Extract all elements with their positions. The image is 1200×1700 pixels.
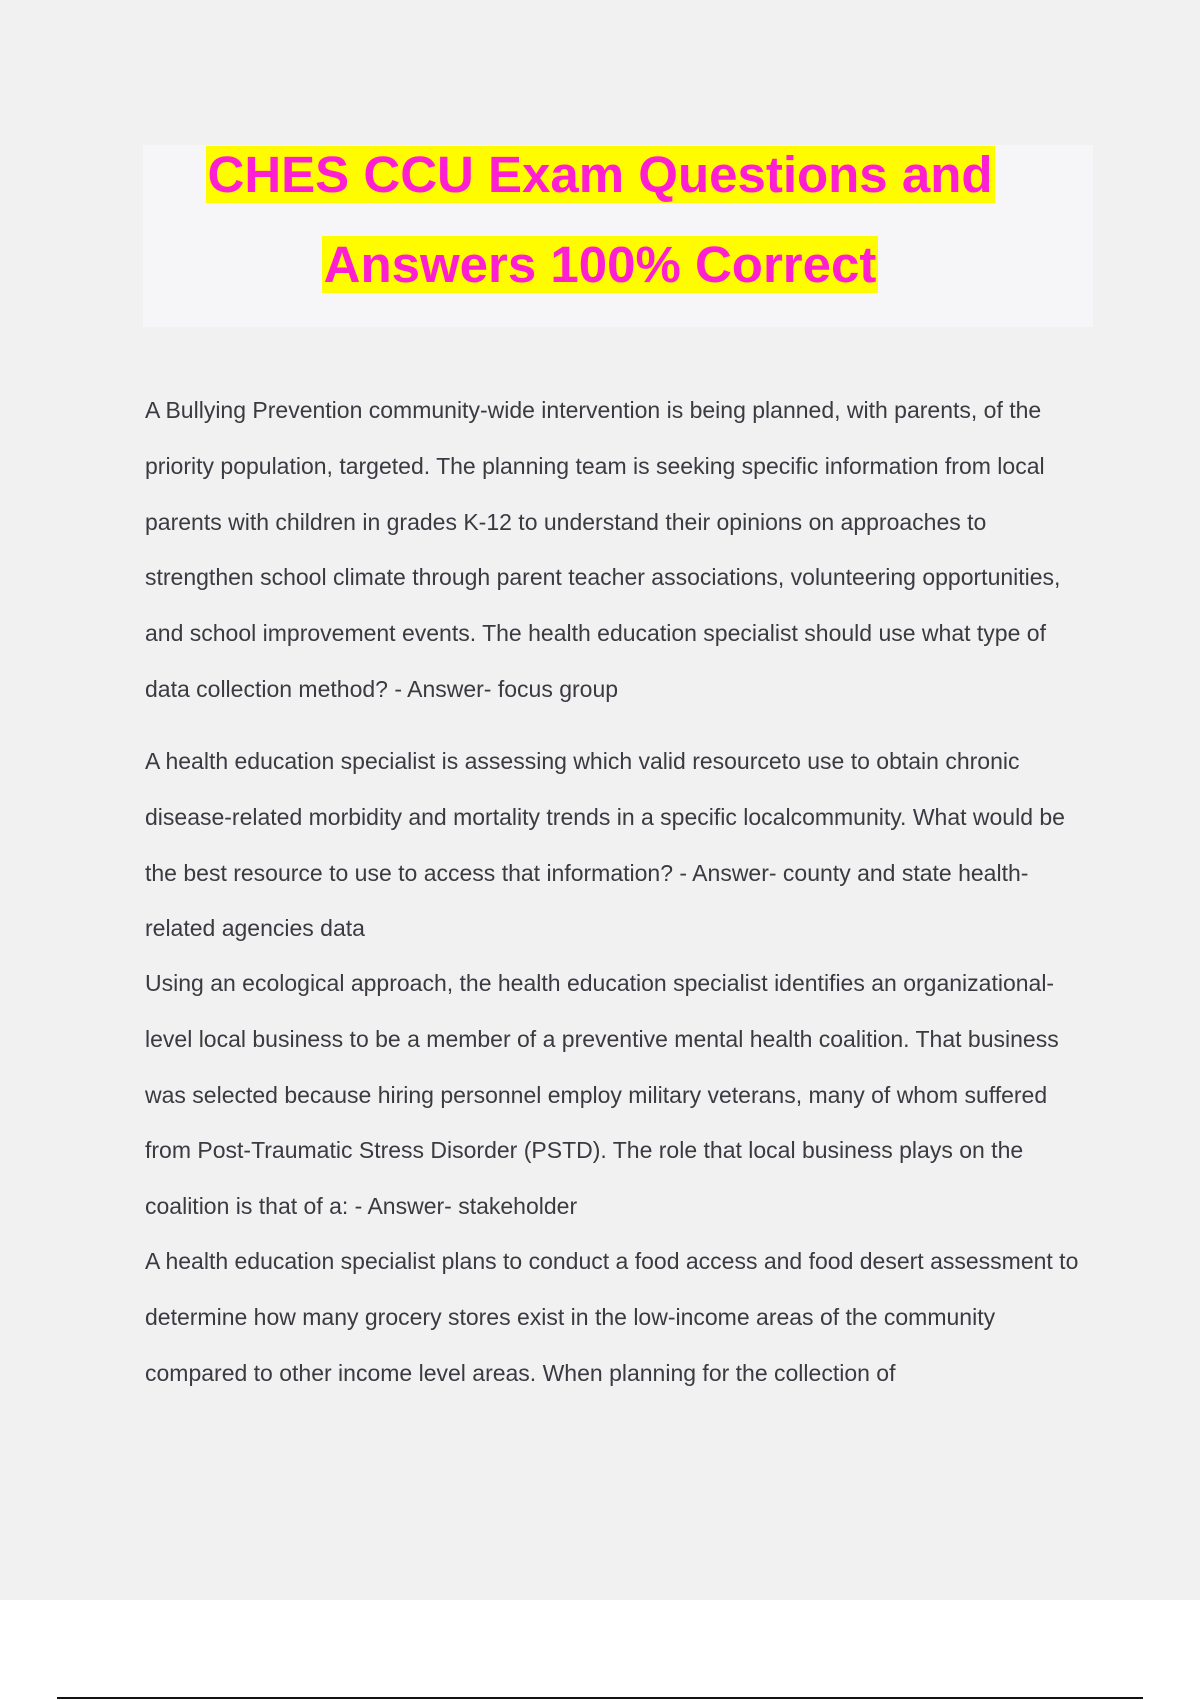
title-highlight-2: Answers 100% Correct xyxy=(323,236,877,293)
document-title-line-1 xyxy=(0,143,1200,207)
footer-divider xyxy=(57,1697,1143,1699)
document-title-line-2 xyxy=(0,233,1200,297)
question-paragraph-1: A Bullying Prevention community-wide intervention is being planned, with parents, of the priority population, targeted. The planning team is seeking specific information from local parents with children in grades K-12 to understand their opinions on approaches to strengthen school climate through parent teacher associations, volunteering opportunities, and school improvement events. The health education specialist should use what type of data collection method? - Answer- focus group xyxy=(145,397,1061,702)
question-paragraph-3: Using an ecological approach, the health education specialist identifies an organizational-level local business to be a member of a preventive mental health coalition. That business was selected because hiring personnel employ military veterans, many of whom suffered from Post-Traumatic Stress Disorder (PSTD). The role that local business plays on the coalition is that of a: - Answer- stakeholder xyxy=(145,970,1059,1220)
title-highlight-1: CHES CCU Exam Questions and xyxy=(207,146,993,203)
question-paragraph-4: A health education specialist plans to conduct a food access and food desert assessment to determine how many grocery stores exist in the low-income areas of the community compared to other income level areas. When planning for the collection of xyxy=(145,1248,1079,1386)
question-paragraph-2: A health education specialist is assessing which valid resourceto use to obtain chronic disease-related morbidity and mortality trends in a specific localcommunity. What would be the best resource to use to access that information? - Answer- county and state health-related agencies data xyxy=(145,748,1065,942)
